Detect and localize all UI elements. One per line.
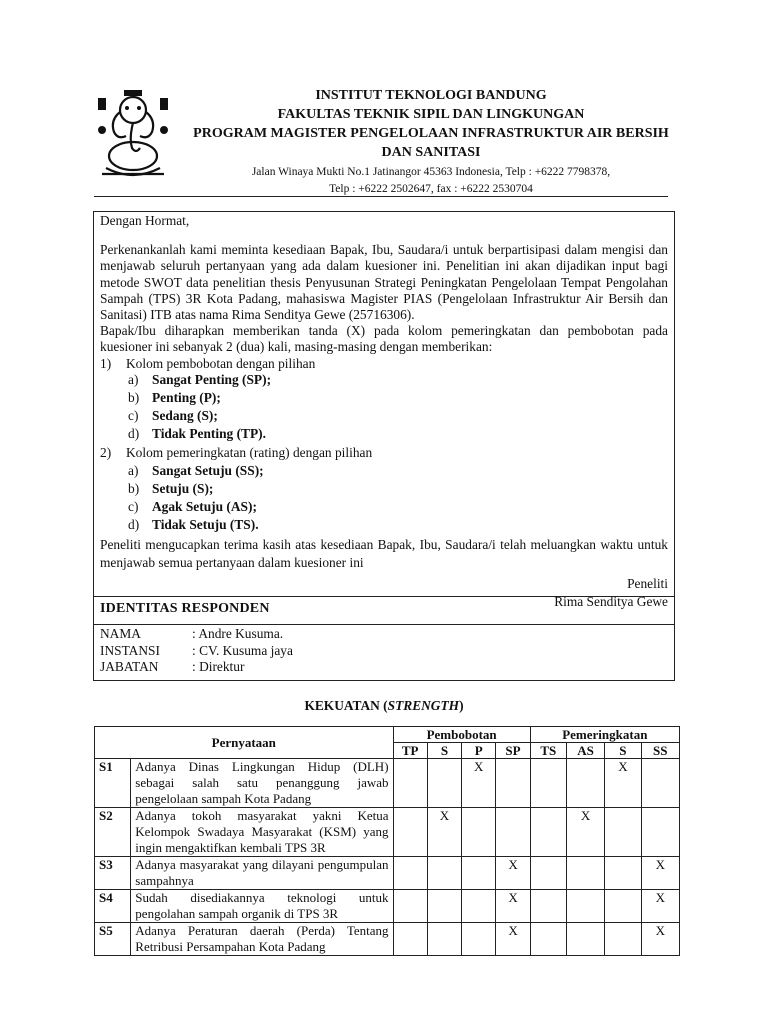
mark-cell[interactable] [427,759,461,808]
list2-heading: 2) Kolom pemeringkatan (rating) dengan pilihan [100,444,373,460]
mark-cell[interactable]: X [496,857,530,890]
header-divider [94,196,668,197]
mark-cell[interactable] [566,923,604,956]
mark-cell[interactable]: X [427,808,461,857]
col-header: SP [496,743,530,759]
identity-row: NAMA : Andre Kusuma. [100,626,284,641]
mark-cell[interactable] [393,808,427,857]
mark-cell[interactable]: X [496,923,530,956]
list2-items [100,463,668,534]
mark-cell[interactable] [566,759,604,808]
identity-row: JABATAN : Direktur [100,659,245,674]
row-code: S3 [95,857,131,890]
row-statement: Adanya Peraturan daerah (Perda) Tentang Retribusi Persampahan Kota Padang [131,923,393,956]
mark-cell[interactable] [605,857,641,890]
signature-name: Rima Senditya Gewe [554,593,668,609]
mark-cell[interactable] [427,890,461,923]
mark-cell[interactable]: X [496,890,530,923]
col-header: TS [530,743,566,759]
mark-cell[interactable] [462,857,496,890]
identity-heading: IDENTITAS RESPONDEN [94,597,674,625]
table-row [95,857,680,890]
signature-role: Peneliti [627,575,668,591]
closing-paragraph: Peneliti mengucapkan terima kasih atas kesediaan Bapak, Ibu, Saudara/i telah meluangkan waktu untuk menjawab semua pertanyaan dalam kuesioner ini [100,536,668,570]
intro-paragraph: Perkenankanlah kami meminta kesediaan Bapak, Ibu, Saudara/i untuk berpartisipasi dalam mengisi dan menjawab seluruh pertanyaan yang ada dalam kuesioner ini. Penelitian ini akan dijadikan input bagi metode SWOT data penelitian thesis Penyusunan Strategi Peningkatan Pengelolaan Tempat Pengolahan Sampah (TPS) 3R Kota Padang, mahasiswa Magister PIAS (Pengelolaan Infrastruktur Air Bersih dan Sanitasi) ITB atas nama Rima Senditya Gewe (25716306). [100,242,668,323]
mark-cell[interactable] [393,923,427,956]
respondent-identity [93,597,675,681]
mark-cell[interactable] [427,923,461,956]
identity-row: INSTANSI : CV. Kusuma jaya [100,642,293,658]
greeting: Dengan Hormat, [100,213,190,228]
col-header: S [605,743,641,759]
mark-cell[interactable] [641,808,679,857]
faculty-name: FAKULTAS TEKNIK SIPIL DAN LINGKUNGAN [277,107,585,122]
row-statement: Sudah disediakannya teknologi untuk pengolahan sampah organik di TPS 3R [131,890,393,923]
list-item: a) Sangat Penting (SP); [128,371,272,387]
mark-cell[interactable]: X [566,808,604,857]
mark-cell[interactable]: X [462,759,496,808]
mark-cell[interactable] [530,808,566,857]
row-statement: Adanya Dinas Lingkungan Hidup (DLH) sebagai salah satu penanggung jawab pengelolaan sampah Kota Padang [131,759,393,808]
mark-cell[interactable] [605,890,641,923]
mark-cell[interactable] [393,759,427,808]
strength-table [94,726,680,956]
mark-cell[interactable] [530,759,566,808]
mark-cell[interactable] [496,759,530,808]
row-code: S4 [95,890,131,923]
row-code: S5 [95,923,131,956]
col-header: TP [393,743,427,759]
address-line1: Jalan Winaya Mukti No.1 Jatinangor 45363 Indonesia, Telp : +6222 7798378, [251,166,611,178]
weighting-header: Pembobotan [393,727,530,743]
letterhead [176,86,686,198]
mark-cell[interactable] [605,808,641,857]
mark-cell[interactable] [641,759,679,808]
mark-cell[interactable] [462,808,496,857]
institution-name: INSTITUT TEKNOLOGI BANDUNG [315,88,547,103]
list-item: b) Setuju (S); [128,481,214,497]
list-item: b) Penting (P); [128,390,221,406]
mark-cell[interactable]: X [641,923,679,956]
instruction-paragraph: Bapak/Ibu diharapkan memberikan tanda (X) pada kolom pemeringkatan dan pembobotan pada kuesioner ini sebanyak 2 (dua) kali, masing-masing dengan memberikan: [100,323,668,355]
row-statement: Adanya tokoh masyarakat yakni Ketua Kelompok Swadaya Masyarakat (KSM) yang ingin mengaktifkan kembali TPS 3R [131,808,393,857]
program-name-line2: DAN SANITASI [381,145,481,160]
list-item: a) Sangat Setuju (SS); [128,462,264,478]
list-item: c) Sedang (S); [128,408,218,424]
row-statement: Adanya masyarakat yang dilayani pengumpulan sampahnya [131,857,393,890]
mark-cell[interactable] [393,857,427,890]
col-header: AS [566,743,604,759]
list1-items [100,372,668,443]
table-row [95,923,680,956]
statement-header: Pernyataan [95,727,394,759]
list-item: d) Tidak Penting (TP). [128,426,266,442]
section-title: KEKUATAN (STRENGTH) [304,698,464,713]
mark-cell[interactable] [462,923,496,956]
address-line2: Telp : +6222 2502647, fax : +6222 2530704 [329,183,533,195]
rating-header: Pemeringkatan [530,727,679,743]
list1-heading: 1) Kolom pembobotan dengan pilihan [100,355,316,371]
mark-cell[interactable] [530,923,566,956]
table-row [95,759,680,808]
list-item: d) Tidak Setuju (TS). [128,517,259,533]
program-name-line1: PROGRAM MAGISTER PENGELOLAAN INFRASTRUKTUR AIR BERSIH [193,126,669,141]
mark-cell[interactable] [530,857,566,890]
table-row [95,890,680,923]
itb-ganesha-logo [96,90,170,182]
mark-cell[interactable] [496,808,530,857]
mark-cell[interactable] [393,890,427,923]
mark-cell[interactable]: X [641,890,679,923]
mark-cell[interactable] [427,857,461,890]
mark-cell[interactable]: X [605,759,641,808]
col-header: SS [641,743,679,759]
mark-cell[interactable] [605,923,641,956]
mark-cell[interactable] [566,857,604,890]
mark-cell[interactable] [530,890,566,923]
mark-cell[interactable] [462,890,496,923]
mark-cell[interactable] [566,890,604,923]
list-item: c) Agak Setuju (AS); [128,499,257,515]
table-row [95,808,680,857]
row-code: S1 [95,759,131,808]
mark-cell[interactable]: X [641,857,679,890]
col-header: P [462,743,496,759]
row-code: S2 [95,808,131,857]
col-header: S [427,743,461,759]
